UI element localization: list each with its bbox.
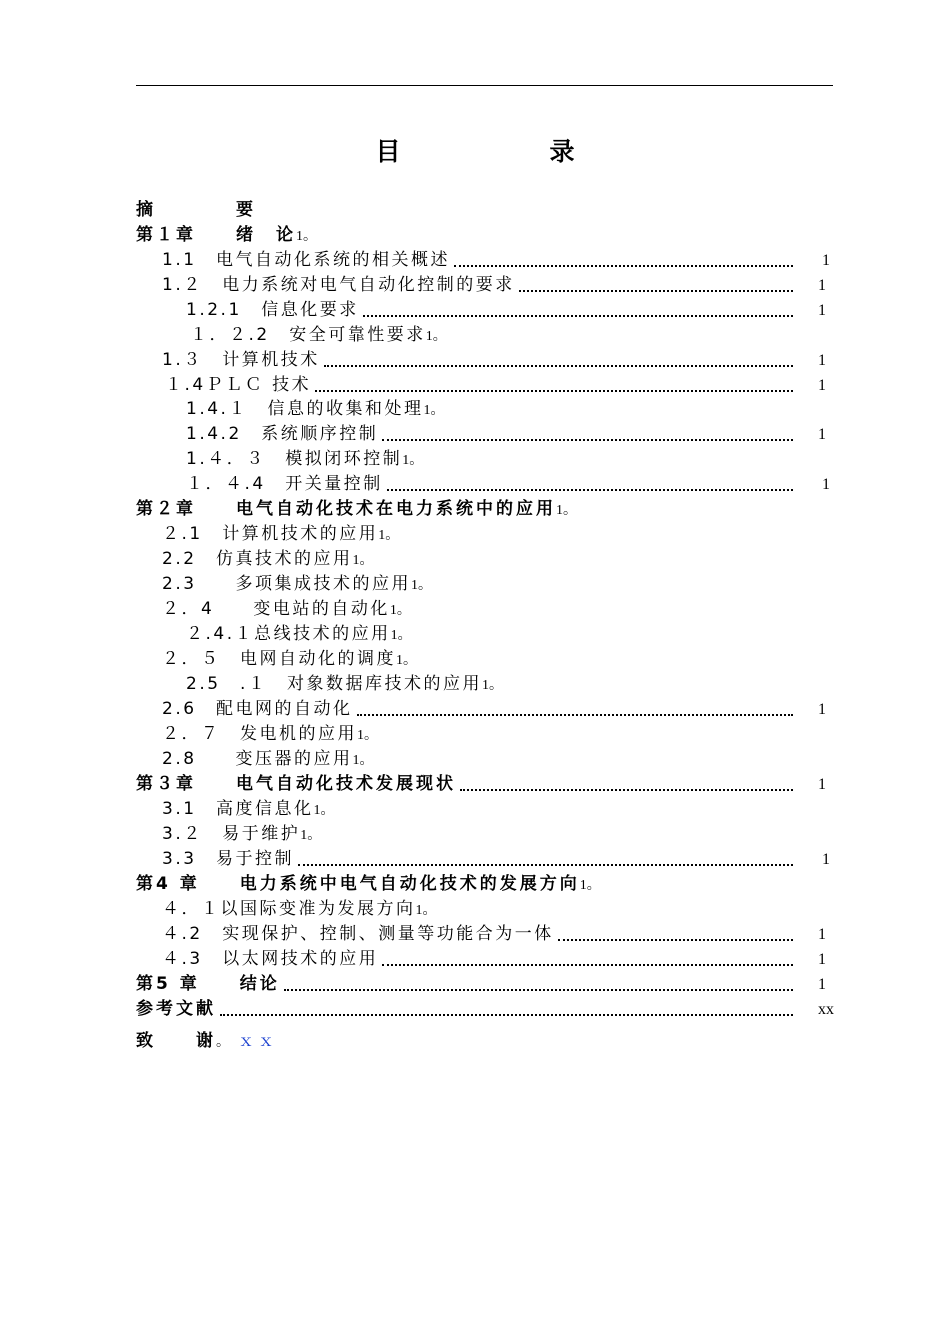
toc-entry[interactable]: [0, 323, 950, 348]
toc-entry-text: 摘 要: [136, 200, 256, 220]
toc-entry-text: 第4 章 电力系统中电气自动化技术的发展方向: [136, 874, 580, 894]
toc-entry[interactable]: [0, 298, 950, 323]
toc-entry-text: 2.3 多项集成技术的应用: [162, 574, 412, 594]
toc-entry-text: ４.3 以太网技术的应用: [162, 949, 379, 969]
toc-entry-text: 2.2 仿真技术的应用: [162, 549, 353, 569]
toc-entry[interactable]: [0, 622, 950, 647]
toc-entry[interactable]: [0, 847, 950, 872]
toc-page-number: 1: [822, 252, 830, 269]
toc-entry[interactable]: [0, 747, 950, 772]
toc-entry[interactable]: [0, 872, 950, 897]
toc-entry-text: １.4ＰＬＣ 技术: [165, 375, 312, 395]
toc-entry[interactable]: [0, 447, 950, 472]
toc-entry[interactable]: [0, 647, 950, 672]
toc-entry-text: 2.8 变压器的应用: [162, 749, 353, 769]
toc-entry[interactable]: [0, 198, 950, 223]
toc-dot-leader: [324, 348, 793, 373]
toc-entry[interactable]: [0, 772, 950, 797]
toc-entry[interactable]: [0, 397, 950, 422]
toc-entry-text: 1.３ 计算机技术: [162, 350, 320, 370]
toc-page-number: 1: [818, 951, 826, 968]
toc-entry-text: ２.4.１总线技术的应用: [186, 624, 391, 644]
toc-entry-label: [136, 1029, 278, 1055]
toc-entry-suffix: 1。: [378, 528, 400, 543]
toc-page-number: 1: [818, 776, 826, 793]
toc-entry-text: １．４.4 开关量控制: [186, 474, 383, 494]
toc-entry-label: [136, 972, 280, 997]
toc-entry-text: 1.2.1 信息化要求: [186, 300, 359, 320]
toc-page-number: 1: [818, 302, 826, 319]
toc-entry-label: [162, 522, 399, 548]
toc-entry-label: [162, 947, 378, 972]
toc-entry-extra: ｘｘ: [238, 1033, 279, 1050]
toc-entry-text: ４．１以国际变准为发展方向: [162, 899, 416, 919]
toc-dot-leader: [357, 697, 793, 722]
toc-entry-suffix: 1。: [402, 453, 424, 468]
toc-entry[interactable]: [0, 922, 950, 947]
toc-entry-text: 1.4.2 系统顺序控制: [186, 424, 379, 444]
toc-entry-text: 第5 章 结论: [136, 974, 280, 994]
toc-entry-suffix: 1。: [300, 828, 322, 843]
toc-entry-label: [186, 672, 503, 698]
toc-entry-label: [162, 797, 335, 823]
toc-entry-text: 参考文献: [136, 999, 216, 1019]
toc-entry[interactable]: [0, 547, 950, 572]
toc-entry[interactable]: [0, 248, 950, 273]
toc-entry-label: [186, 298, 359, 323]
toc-entry-suffix: 1。: [389, 603, 411, 618]
toc-entry-text: １．２.2 安全可靠性要求: [190, 325, 426, 345]
page-title: 目 录: [375, 137, 637, 166]
toc-page-number: 1: [818, 377, 826, 394]
toc-entry-label: [136, 497, 577, 523]
toc-entry-suffix: 1。: [352, 553, 374, 568]
toc-entry[interactable]: [0, 273, 950, 298]
toc-entry[interactable]: [0, 822, 950, 847]
toc-entry[interactable]: [0, 522, 950, 547]
toc-entry-label: [186, 422, 378, 447]
toc-entry-text: 3.3 易于控制: [162, 849, 295, 869]
toc-entry[interactable]: [0, 497, 950, 522]
toc-entry-label: [186, 472, 383, 497]
toc-entry-label: [186, 397, 444, 423]
toc-entry-text: 3.２ 易于维护: [162, 824, 301, 844]
toc-dot-leader: [220, 997, 793, 1022]
toc-entry[interactable]: [0, 672, 950, 697]
toc-entry-text: ２．4 变电站的自动化: [162, 599, 390, 619]
toc-entry-suffix: 1。: [423, 403, 445, 418]
toc-entry-suffix: 1。: [415, 903, 437, 918]
toc-entry-text: ２．５ 电网自动化的调度: [162, 649, 396, 669]
toc-entry-text: 3.1 高度信息化: [162, 799, 314, 819]
toc-entry-suffix: 1。: [425, 329, 447, 344]
toc-page-number: 1: [822, 476, 830, 493]
toc-entry[interactable]: [0, 947, 950, 972]
toc-entry-text: 第３章 电气自动化技术发展现状: [136, 774, 456, 794]
toc-entry-text: 第２章 电气自动化技术在电力系统中的应用: [136, 499, 556, 519]
toc-entry-text: 第１章 绪 论: [136, 225, 296, 245]
toc-entry-label: [186, 447, 423, 473]
toc-entry-text: 1.1 电气自动化系统的相关概述: [162, 250, 451, 270]
toc-entry-suffix: 1。: [357, 728, 378, 743]
toc-entry-label: [136, 872, 601, 898]
toc-entry-label: [190, 323, 447, 349]
toc-entry-label: [162, 572, 432, 598]
toc-entry[interactable]: [0, 572, 950, 597]
toc-entry[interactable]: [0, 597, 950, 622]
toc-dot-leader: [382, 422, 793, 447]
toc-entry-text: ２．７ 发电机的应用: [162, 724, 357, 744]
toc-entry-suffix: 。: [216, 1035, 230, 1050]
toc-entry-suffix: 1。: [390, 628, 412, 643]
toc-entry-suffix: 1。: [411, 578, 433, 593]
toc-entry[interactable]: [0, 697, 950, 722]
toc-entry[interactable]: [0, 897, 950, 922]
toc-entry[interactable]: [0, 1029, 950, 1054]
toc-entry-label: [162, 822, 321, 848]
toc-entry-label: [162, 697, 353, 722]
toc-page-number: 1: [818, 277, 826, 294]
toc-entry-label: [162, 547, 374, 573]
toc-entry-label: [162, 597, 411, 623]
toc-entry-label: [162, 922, 554, 947]
toc-entry-text: 1.４．３ 模拟闭环控制: [186, 449, 403, 469]
toc-entry-label: [162, 747, 374, 773]
toc-entry[interactable]: [0, 422, 950, 447]
toc-entry[interactable]: [0, 223, 950, 248]
toc-entry-text: 2.5 .１ 对象数据库技术的应用: [186, 674, 482, 694]
toc-entry-label: [162, 847, 294, 872]
toc-page-number: 1: [818, 426, 826, 443]
toc-page-number: 1: [818, 701, 826, 718]
toc-entry[interactable]: [0, 797, 950, 822]
toc-entry-label: [136, 997, 216, 1022]
toc-entry[interactable]: [0, 373, 950, 398]
toc-entry-label: [136, 223, 317, 249]
toc-entry[interactable]: [0, 722, 950, 747]
header-rule: [136, 85, 833, 86]
toc-entry-suffix: 1。: [296, 229, 317, 244]
toc-entry-label: [165, 373, 311, 398]
toc-entry[interactable]: [0, 997, 950, 1022]
toc-entry[interactable]: [0, 348, 950, 373]
toc-entry-text: ４.2 实现保护、控制、测量等功能合为一体: [162, 924, 554, 944]
toc-entry-label: [162, 647, 417, 673]
toc-dot-leader: [363, 298, 793, 323]
toc-entry-label: [162, 248, 450, 273]
toc-entry-suffix: 1。: [352, 753, 374, 768]
toc-entry[interactable]: [0, 472, 950, 497]
toc-dot-leader: [519, 273, 793, 298]
toc-entry-text: 致 谢: [136, 1031, 216, 1051]
toc-entry-suffix: 1。: [556, 503, 577, 518]
toc-page-number: 1: [822, 851, 830, 868]
toc-entry-label: [136, 198, 256, 223]
toc-entry-label: [186, 622, 412, 648]
toc-dot-leader: [387, 472, 793, 497]
toc-entry-text: 2.6 配电网的自动化: [162, 699, 353, 719]
toc-dot-leader: [558, 922, 793, 947]
toc-entry-suffix: 1。: [313, 803, 335, 818]
toc-entry-label: [162, 897, 437, 923]
toc-entry-label: [162, 722, 378, 748]
toc-entry-suffix: 1。: [579, 878, 601, 893]
toc-page-number: 1: [818, 926, 826, 943]
toc-entry-text: 1.4.１ 信息的收集和处理: [186, 399, 424, 419]
toc-dot-leader: [382, 947, 793, 972]
toc-dot-leader: [454, 248, 793, 273]
toc-page-number: 1: [818, 976, 826, 993]
toc-dot-leader: [460, 772, 793, 797]
toc-dot-leader: [284, 972, 793, 997]
toc-page-number: xx: [818, 1001, 834, 1018]
toc-entry-text: ２.1 计算机技术的应用: [162, 524, 379, 544]
toc-entry-label: [162, 348, 320, 373]
toc-entry-suffix: 1。: [396, 653, 417, 668]
toc-dot-leader: [298, 847, 793, 872]
toc-dot-leader: [315, 373, 793, 398]
toc-page-number: 1: [818, 352, 826, 369]
toc-entry-suffix: 1。: [481, 678, 503, 693]
toc-entry-label: [136, 772, 456, 797]
toc-entry-text: 1.２ 电力系统对电气自动化控制的要求: [162, 275, 515, 295]
toc-entry-label: [162, 273, 515, 298]
toc-entry[interactable]: [0, 972, 950, 997]
